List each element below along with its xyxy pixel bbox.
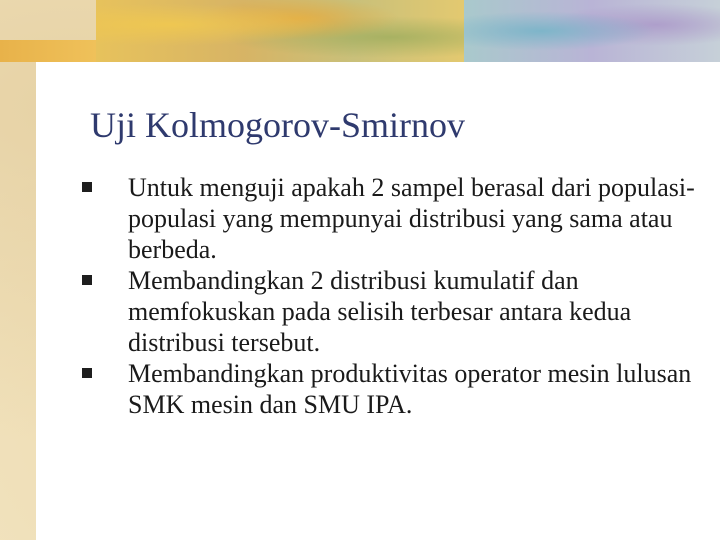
bullet-item-1	[82, 172, 702, 265]
bullet-text-1: Untuk menguji apakah 2 sampel berasal dari populasi-populasi yang mempunyai distribusi yang sama atau berbeda.	[128, 173, 695, 264]
bullet-list	[82, 172, 702, 420]
slide-title: Uji Kolmogorov-Smirnov	[90, 105, 465, 145]
square-bullet-icon	[82, 368, 92, 378]
banner-flower-art	[464, 0, 720, 62]
square-bullet-icon	[82, 182, 92, 192]
decorative-banner	[0, 0, 720, 62]
banner-strip	[0, 40, 96, 62]
bullet-item-3	[82, 358, 702, 420]
bullet-text-3: Membandingkan produktivitas operator mesin lulusan SMK mesin dan SMU IPA.	[128, 359, 692, 419]
banner-leaf-art	[96, 0, 464, 62]
bullet-item-2	[82, 265, 702, 358]
square-bullet-icon	[82, 275, 92, 285]
bullet-text-2: Membandingkan 2 distribusi kumulatif dan memfokuskan pada selisih terbesar antara kedua distribusi tersebut.	[128, 266, 632, 357]
